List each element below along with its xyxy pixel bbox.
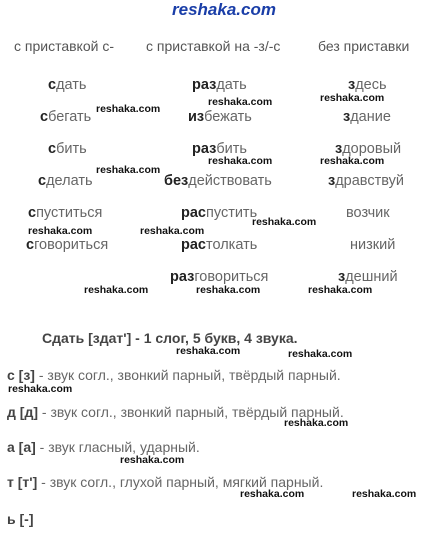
site-title: reshaka.com bbox=[172, 0, 276, 19]
sound-line: с [з] - звук согл., звонкий парный, твёрдый парный. bbox=[7, 367, 341, 383]
watermark: reshaka.com bbox=[28, 225, 93, 237]
word-rastolkat: растолкать bbox=[181, 237, 258, 253]
sound-line: а [а] - звук гласный, ударный. bbox=[7, 439, 200, 455]
word-raspustit: распустить bbox=[181, 205, 258, 221]
sound-line: ь [-] bbox=[7, 511, 34, 527]
word-zdanie: здание bbox=[343, 109, 391, 125]
word-spustitsya: спуститься bbox=[28, 205, 103, 221]
watermark: reshaka.com bbox=[284, 417, 349, 429]
word-sdelat: сделать bbox=[38, 173, 93, 189]
word-razdat: раздать bbox=[192, 77, 247, 93]
watermark: reshaka.com bbox=[96, 103, 161, 115]
watermark: reshaka.com bbox=[120, 454, 185, 466]
word-sgovoritsya: сговориться bbox=[26, 237, 109, 253]
word-sbit: сбить bbox=[48, 141, 87, 157]
watermark: reshaka.com bbox=[252, 216, 317, 228]
analysis-title: Сдать [здат'] - 1 слог, 5 букв, 4 звука. bbox=[42, 330, 298, 346]
column-header-prefix-s: с приставкой с- bbox=[14, 38, 114, 54]
word-razbit: разбить bbox=[192, 141, 247, 157]
watermark: reshaka.com bbox=[176, 345, 241, 357]
word-bezdeystvovat: бездействовать bbox=[164, 173, 272, 189]
word-zdravstvuy: здравствуй bbox=[328, 173, 404, 189]
watermark: reshaka.com bbox=[140, 225, 205, 237]
word-zdorovyy: здоровый bbox=[335, 141, 402, 157]
word-vozchik: возчик bbox=[346, 205, 390, 221]
watermark: reshaka.com bbox=[208, 155, 273, 167]
word-razgovoritsya: разговориться bbox=[170, 269, 269, 285]
word-zdes: здесь bbox=[348, 77, 387, 93]
watermark: reshaka.com bbox=[196, 284, 261, 296]
word-zdeshniy: здешний bbox=[338, 269, 398, 285]
watermark: reshaka.com bbox=[352, 488, 417, 500]
word-nizkiy: низкий bbox=[350, 237, 396, 253]
column-header-no-prefix: без приставки bbox=[318, 38, 410, 54]
watermark: reshaka.com bbox=[208, 96, 273, 108]
watermark: reshaka.com bbox=[240, 488, 305, 500]
column-header-prefix-z-s: с приставкой на -з/-с bbox=[146, 38, 281, 54]
word-sdat: сдать bbox=[48, 77, 87, 93]
watermark: reshaka.com bbox=[288, 348, 353, 360]
watermark: reshaka.com bbox=[320, 92, 385, 104]
sound-line: т [т'] - звук согл., глухой парный, мягкий парный. bbox=[7, 474, 324, 490]
word-sbegat: сбегать bbox=[40, 109, 92, 125]
watermark: reshaka.com bbox=[8, 383, 73, 395]
watermark: reshaka.com bbox=[96, 164, 161, 176]
word-izbezhat: избежать bbox=[188, 109, 252, 125]
watermark: reshaka.com bbox=[320, 155, 385, 167]
sound-line: д [д] - звук согл., звонкий парный, твёрдый парный. bbox=[7, 404, 344, 420]
watermark: reshaka.com bbox=[84, 284, 149, 296]
watermark: reshaka.com bbox=[308, 284, 373, 296]
